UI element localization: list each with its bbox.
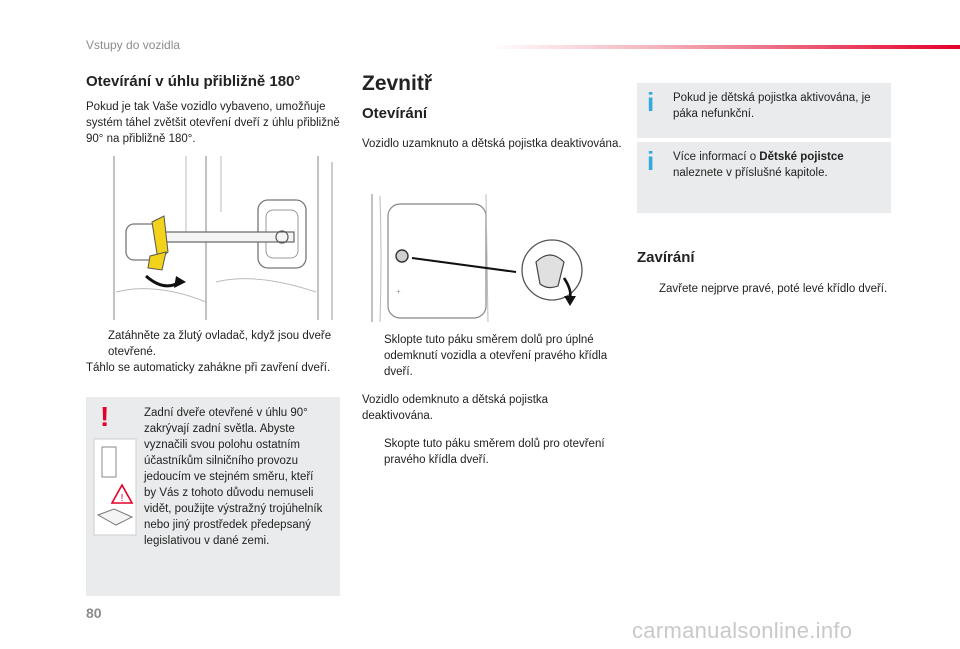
middle-column	[362, 72, 622, 152]
header-rule	[490, 45, 960, 49]
left-intro: Pokud je tak Vaše vozidlo vybaveno, umožňuje systém táhel zvětšit otevření dveří z úhlu přibližně 90° na přibližně 180°.	[86, 101, 340, 145]
warning-text: Zadní dveře otevřené v úhlu 90° zakrývají zadní světla. Abyste vyznačili svou polohu ostatním účastníkům silničního provozu jedoucím ve stejném směru, kteří by Vás z tohoto důvodu nemuseli vidět, použijte výstražný trojúhelník nebo jiný prostředek předepsaný legislativou v dané zemi.	[144, 407, 323, 547]
page-title: Zevnitř	[362, 72, 433, 95]
left-heading: Otevírání v úhlu přibližně 180°	[86, 73, 301, 90]
info-text-1: Pokud je dětská pojistka aktivována, je páka nefunkční.	[673, 92, 871, 120]
page-number: 80	[86, 605, 102, 621]
door-strap-illustration	[86, 152, 336, 324]
info-text-2: Více informací o Dětské pojistce naleznete v příslušné kapitole.	[673, 151, 844, 179]
warning-triangle-book-icon	[92, 437, 138, 537]
opening-heading: Otevírání	[362, 105, 428, 122]
info-box-2	[637, 142, 891, 213]
warning-icon: !	[100, 401, 110, 432]
middle-p1: Vozidlo uzamknuto a dětská pojistka deaktivována.	[362, 138, 622, 150]
right-bullet: Zavřete nejprve pravé, poté levé křídlo dveří.	[659, 283, 888, 295]
middle-p2: Vozidlo odemknuto a dětská pojistka deaktivována.	[362, 394, 549, 422]
closing-heading: Zavírání	[637, 249, 695, 266]
left-instructions	[86, 328, 336, 376]
interior-lever-illustration	[366, 190, 612, 326]
left-after-text: Táhlo se automaticky zahákne při zavření dveří.	[86, 362, 331, 374]
left-bullet: Zatáhněte za žlutý ovladač, když jsou dveře otevřené.	[108, 330, 332, 358]
middle-instructions	[362, 332, 617, 468]
middle-bullet-1: Sklopte tuto páku směrem dolů pro úplné odemknutí vozidla a otevření pravého křídla dveří.	[384, 334, 608, 378]
section-title: Vstupy do vozidla	[86, 38, 181, 52]
warning-box	[86, 397, 340, 596]
info-link-child-lock: Dětské pojistce	[759, 151, 844, 163]
info-box-1	[637, 83, 891, 138]
left-column	[86, 74, 346, 147]
svg-text:+: +	[396, 287, 401, 296]
middle-bullet-2: Skopte tuto páku směrem dolů pro otevření pravého křídla dveří.	[384, 438, 605, 466]
right-column	[637, 250, 891, 297]
svg-text:!: !	[120, 493, 124, 504]
info-icon: i	[647, 87, 655, 117]
watermark: carmanualsonline.info	[632, 618, 853, 643]
info-icon: i	[647, 146, 655, 176]
